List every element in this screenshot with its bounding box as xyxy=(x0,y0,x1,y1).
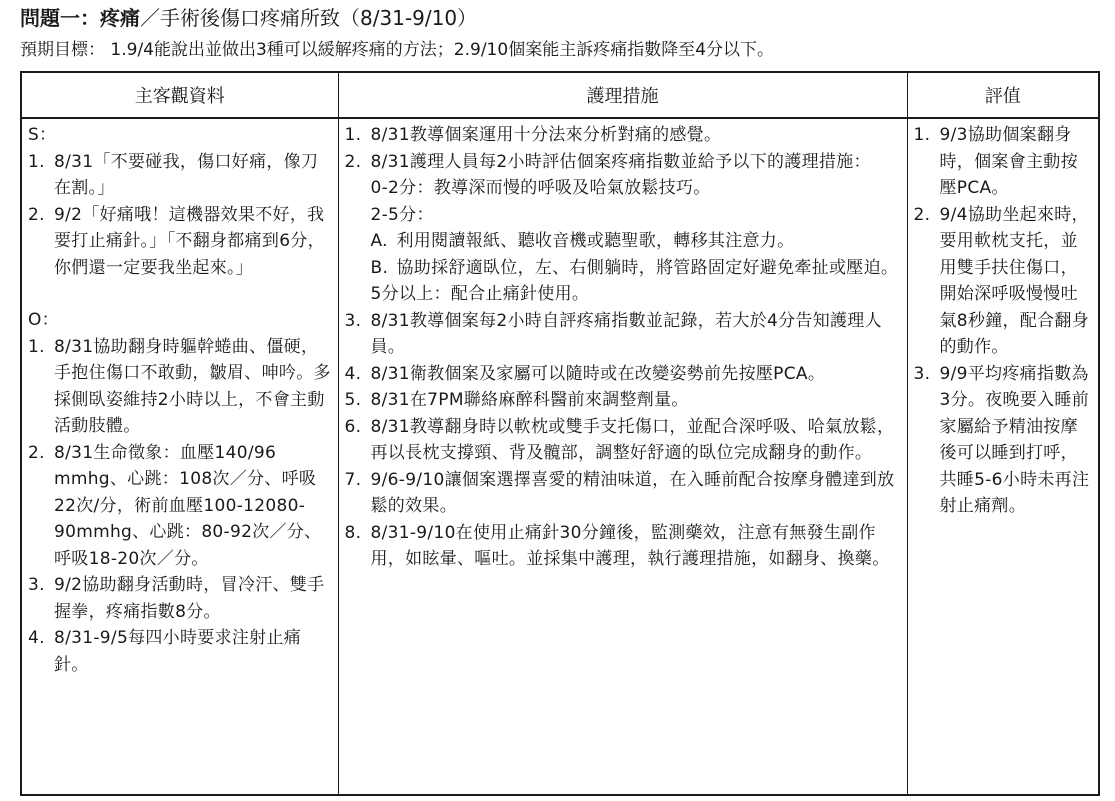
sub-item-b: B. 協助採舒適臥位，左、右側躺時，將管路固定好避免牽扯或壓迫。 xyxy=(370,257,899,278)
subjective-list xyxy=(28,149,332,282)
problem-cause: ／手術後傷口疼痛所致（8/31-9/10） xyxy=(140,6,478,30)
list-item: 3. 9/9平均疼痛指數為3分。夜晚要入睡前家屬給予精油按摩後可以睡到打呼，共睡5-6小時未再注射止痛劑。 xyxy=(913,363,1090,516)
pain-score-range-5-plus: 5分以上：配合止痛針使用。 xyxy=(370,284,590,304)
list-item: 2. 8/31護理人員每2小時評估個案疼痛指數並給予以下的護理措施： 0-2分：教導深而慢的呼吸及哈氣放鬆技巧。 2-5分： A. 利用閱讀報紙、聽收音機或聽聖歌，轉移其注意力。 B. 協助採舒適臥位，左、右側躺時，將管路固定好避免牽扯或壓迫。 5分以上：配合止痛針使用。 xyxy=(345,149,901,308)
expected-goal: 預期目標： 1.9/4能說出並做出3種可以緩解疼痛的方法；2.9/10個案能主訴疼痛指數降至4分以下。 xyxy=(20,40,775,60)
objective-label: O： xyxy=(28,310,59,330)
table-header-row xyxy=(21,72,1099,118)
list-item: 7. 9/6-9/10讓個案選擇喜愛的精油味道，在入睡前配合按摩身體達到放鬆的效果。 xyxy=(344,469,895,516)
subjective-label: S： xyxy=(28,125,57,145)
problem-title xyxy=(20,3,477,34)
list-item: 4. 8/31-9/5每四小時要求注射止痛針。 xyxy=(28,628,302,675)
list-item: 1. 8/31協助翻身時軀幹蜷曲、僵硬，手抱住傷口不敢動，皺眉、呻吟。多採側臥姿維持2小時以上，不會主動活動肢體。 xyxy=(28,336,331,436)
interventions-cell xyxy=(338,118,907,795)
list-item: 2. 9/4協助坐起來時，要用軟枕支托，並用雙手扶住傷口，開始深呼吸慢慢吐氣8秒鐘，配合翻身的動作。 xyxy=(913,204,1090,357)
interventions-list xyxy=(345,122,901,573)
objective-list xyxy=(28,334,332,679)
pain-score-range-2-5: 2-5分： xyxy=(370,204,434,225)
evaluation-list xyxy=(914,122,1093,520)
list-item: 1. 9/3協助個案翻身時，個案會主動按壓PCA。 xyxy=(913,125,1078,198)
list-item: 2. 8/31生命徵象：血壓140/96 mmhg、心跳：108次／分、呼吸22次/分，術前血壓100-12080-90mmhg、心跳：80-92次／分、呼吸18-20次／分。 xyxy=(28,442,322,569)
list-item: 1. 8/31教導個案運用十分法來分析對痛的感覺。 xyxy=(344,125,722,145)
list-item: 5. 8/31在7PM聯絡麻醉科醫前來調整劑量。 xyxy=(344,390,689,410)
list-item: 3. 9/2協助翻身活動時，冒冷汗、雙手握拳，疼痛指數8分。 xyxy=(28,575,325,622)
list-item: 4. 8/31衛教個案及家屬可以隨時或在改變姿勢前先按壓PCA。 xyxy=(344,363,826,384)
header-evaluation: 評值 xyxy=(907,72,1099,118)
list-item: 2. 9/2「好痛哦！這機器效果不好，我要打止痛針。」「不翻身都痛到6分，你們還一定要我坐起來。」 xyxy=(28,204,325,278)
header-interventions: 護理措施 xyxy=(338,72,907,118)
pain-score-range-0-2: 0-2分：教導深而慢的呼吸及哈氣放鬆技巧。 xyxy=(370,178,711,198)
problem-label: 問題一：疼痛 xyxy=(20,6,140,30)
list-item: 8. 8/31-9/10在使用止痛針30分鐘後，監測藥效，注意有無發生副作用，如眩暈、嘔吐。並採集中護理，執行護理措施，如翻身、換藥。 xyxy=(344,522,890,569)
list-item: 3. 8/31教導個案每2小時自評疼痛指數並記錄，若大於4分告知護理人員。 xyxy=(344,310,882,357)
list-item: 6. 8/31教導翻身時以軟枕或雙手支托傷口，並配合深呼吸、哈氣放鬆，再以長枕支撐頸、背及髖部，調整好舒適的臥位完成翻身的動作。 xyxy=(344,416,895,463)
care-plan-table xyxy=(20,71,1100,796)
evaluation-cell xyxy=(907,118,1099,795)
list-item: 1. 8/31「不要碰我，傷口好痛，像刀在割。」 xyxy=(28,151,319,198)
header-data: 主客觀資料 xyxy=(21,72,338,118)
data-cell xyxy=(21,118,338,795)
table-row xyxy=(21,118,1099,795)
sub-item-a: A. 利用閱讀報紙、聽收音機或聽聖歌，轉移其注意力。 xyxy=(370,231,795,251)
